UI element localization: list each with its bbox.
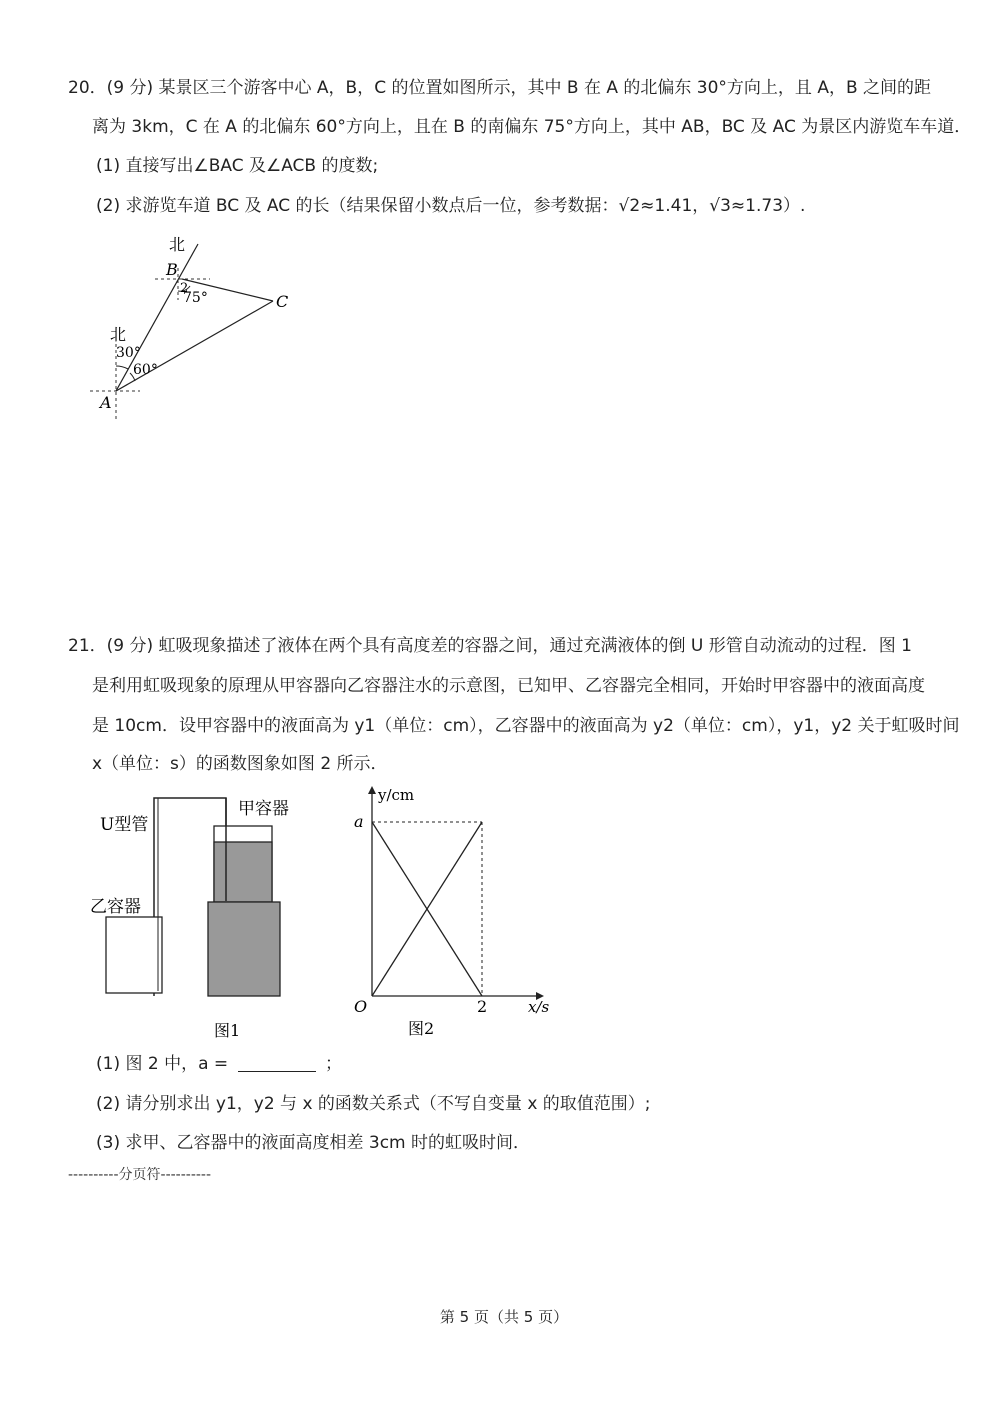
q20-line-1: 20．(9 分) 某景区三个游客中心 A，B，C 的位置如图所示，其中 B 在 A 的北偏东 30°方向上，且 A，B 之间的距	[68, 78, 932, 98]
q21-part-1-prefix: (1) 图 2 中，a =	[96, 1054, 229, 1074]
page-footer: 第 5 页（共 5 页）	[439, 1308, 569, 1326]
q20-figure	[80, 228, 320, 428]
jia-container-label: 甲容器	[238, 799, 289, 819]
point-b-label: B	[166, 260, 178, 279]
q21-part-2: (2) 请分别求出 y1，y2 与 x 的函数关系式（不写自变量 x 的取值范围）;	[96, 1094, 651, 1114]
q21-line-1: 21．(9 分) 虹吸现象描述了液体在两个具有高度差的容器之间，通过充满液体的倒 U 形管自动流动的过程．图 1	[68, 636, 912, 656]
y-axis-label: y/cm	[378, 786, 415, 804]
x-axis-label: x/s	[528, 998, 550, 1016]
page-break-marker: ----------分页符----------	[68, 1167, 212, 1183]
point-a-label: A	[100, 393, 112, 412]
q21-part-1	[96, 1052, 342, 1076]
q21-figure-1	[88, 786, 318, 1046]
a-tick-label: a	[354, 812, 364, 831]
q21-figure-2	[340, 782, 570, 1044]
angle-30-label: 30°	[116, 345, 141, 361]
north-label-left: 北	[110, 325, 127, 344]
yi-container-label: 乙容器	[90, 897, 141, 917]
q21-line-2: 是利用虹吸现象的原理从甲容器向乙容器注水的示意图，已知甲、乙容器完全相同，开始时甲容器中的液面高度	[92, 676, 925, 696]
figure-1-caption: 图1	[214, 1021, 241, 1040]
figure-2-caption: 图2	[408, 1019, 435, 1038]
angle-60-label: 60°	[133, 362, 158, 378]
angle-75-label: 75°	[183, 290, 208, 306]
angle-2-label: 2	[180, 281, 189, 296]
origin-label: O	[354, 997, 368, 1016]
q21-line-4: x（单位：s）的函数图象如图 2 所示．	[92, 754, 388, 774]
q21-line-3: 是 10cm．设甲容器中的液面高为 y1（单位：cm），乙容器中的液面高为 y2（单位：cm），y1，y2 关于虹吸时间	[92, 716, 960, 736]
point-c-label: C	[276, 292, 289, 311]
q21-part-1-suffix: ；	[325, 1054, 342, 1074]
q20-part-1: (1) 直接写出∠BAC 及∠ACB 的度数;	[96, 156, 379, 176]
q20-part-2: (2) 求游览车道 BC 及 AC 的长（结果保留小数点后一位，参考数据：√2≈1.41，√3≈1.73）.	[96, 196, 806, 216]
q20-line-2: 离为 3km，C 在 A 的北偏东 60°方向上，且在 B 的南偏东 75°方向上，其中 AB，BC 及 AC 为景区内游览车车道．	[92, 117, 972, 137]
x-tick-2-label: 2	[477, 997, 488, 1016]
answer-blank[interactable]	[238, 1053, 316, 1072]
q21-part-3: (3) 求甲、乙容器中的液面高度相差 3cm 时的虹吸时间．	[96, 1133, 531, 1153]
u-tube-label: U型管	[100, 815, 149, 835]
north-label-top: 北	[169, 235, 186, 254]
